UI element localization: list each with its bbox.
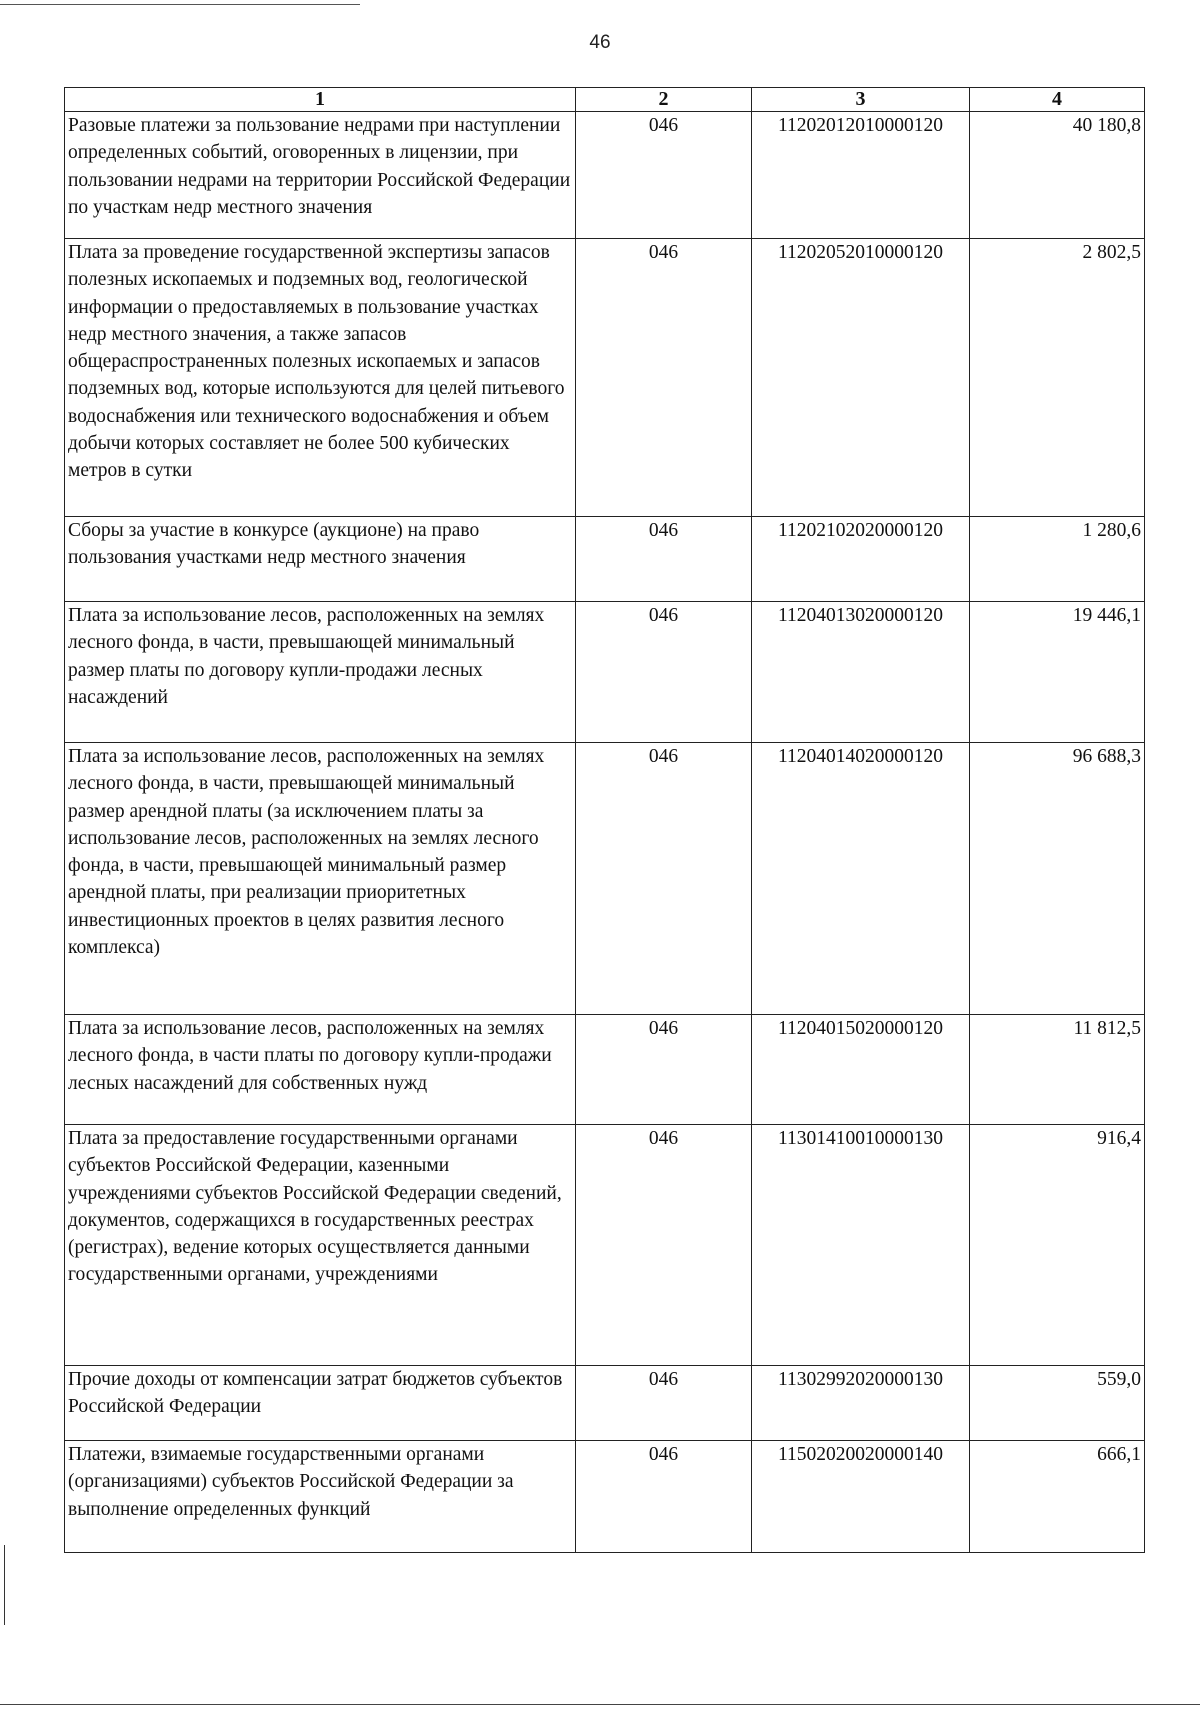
row-budget-code: 11302992020000130 [752,1366,970,1441]
row-budget-code: 11202102020000120 [752,517,970,602]
row-name: Плата за использование лесов, расположенных на землях лесного фонда, в части, превышающей минимальный размер платы по договору купли-продажи лесных насаждений [65,602,576,743]
row-admin-code: 046 [576,1125,752,1366]
row-amount: 916,4 [970,1125,1145,1366]
row-amount: 559,0 [970,1366,1145,1441]
row-name: Разовые платежи за пользование недрами при наступлении определенных событий, оговоренных в лицензии, при пользовании недрами на территории Российской Федерации по участкам недр местного значения [65,112,576,239]
row-admin-code: 046 [576,112,752,239]
row-name: Сборы за участие в конкурсе (аукционе) на право пользования участками недр местного значения [65,517,576,602]
row-amount: 19 446,1 [970,602,1145,743]
bottom-rule [0,1704,1200,1705]
row-amount: 11 812,5 [970,1015,1145,1125]
row-amount: 40 180,8 [970,112,1145,239]
table-row [65,1015,1145,1125]
row-name: Платежи, взимаемые государственными органами (организациями) субъектов Российской Федерации за выполнение определенных функций [65,1441,576,1553]
row-budget-code: 11204014020000120 [752,743,970,1015]
table-row [65,602,1145,743]
row-admin-code: 046 [576,239,752,517]
header-row [65,88,1145,112]
row-name: Плата за проведение государственной экспертизы запасов полезных ископаемых и подземных вод, геологической информации о предоставляемых в пользование участках недр местного значения, а также запасов общераспространенных полезных ископаемых и запасов подземных вод, которые используются для целей питьевого водоснабжения или технического водоснабжения и объем добычи которых составляет не более 500 кубических метров в сутки [65,239,576,517]
table-row [65,517,1145,602]
row-budget-code: 11202052010000120 [752,239,970,517]
row-budget-code: 11301410010000130 [752,1125,970,1366]
header-col-1: 1 [65,88,576,112]
row-name: Плата за использование лесов, расположенных на землях лесного фонда, в части платы по договору купли-продажи лесных насаждений для собственных нужд [65,1015,576,1125]
header-col-2: 2 [576,88,752,112]
row-amount: 96 688,3 [970,743,1145,1015]
row-admin-code: 046 [576,517,752,602]
row-admin-code: 046 [576,1366,752,1441]
row-name: Прочие доходы от компенсации затрат бюджетов субъектов Российской Федерации [65,1366,576,1441]
row-budget-code: 11202012010000120 [752,112,970,239]
row-name: Плата за предоставление государственными органами субъектов Российской Федерации, казенными учреждениями субъектов Российской Федерации сведений, документов, содержащихся в государственных реестрах (регистрах), ведение которых осуществляется данными государственными органами, учреждениями [65,1125,576,1366]
row-amount: 2 802,5 [970,239,1145,517]
row-admin-code: 046 [576,1015,752,1125]
row-amount: 666,1 [970,1441,1145,1553]
table-row [65,239,1145,517]
table-row [65,1441,1145,1553]
row-amount: 1 280,6 [970,517,1145,602]
row-name: Плата за использование лесов, расположенных на землях лесного фонда, в части, превышающей минимальный размер арендной платы (за исключением платы за использование лесов, расположенных на землях лесного фонда, в части, превышающей минимальный размер арендной платы, при реализации приоритетных инвестиционных проектов в целях развития лесного комплекса) [65,743,576,1015]
header-col-4: 4 [970,88,1145,112]
row-admin-code: 046 [576,743,752,1015]
binding-mark [4,1545,5,1625]
budget-table [64,87,1145,1553]
header-col-3: 3 [752,88,970,112]
row-budget-code: 11502020020000140 [752,1441,970,1553]
row-budget-code: 11204015020000120 [752,1015,970,1125]
top-rule [0,4,360,5]
table-row [65,1366,1145,1441]
table-row [65,1125,1145,1366]
page-number: 46 [589,32,611,53]
table-row [65,112,1145,239]
row-budget-code: 11204013020000120 [752,602,970,743]
table-row [65,743,1145,1015]
row-admin-code: 046 [576,602,752,743]
row-admin-code: 046 [576,1441,752,1553]
